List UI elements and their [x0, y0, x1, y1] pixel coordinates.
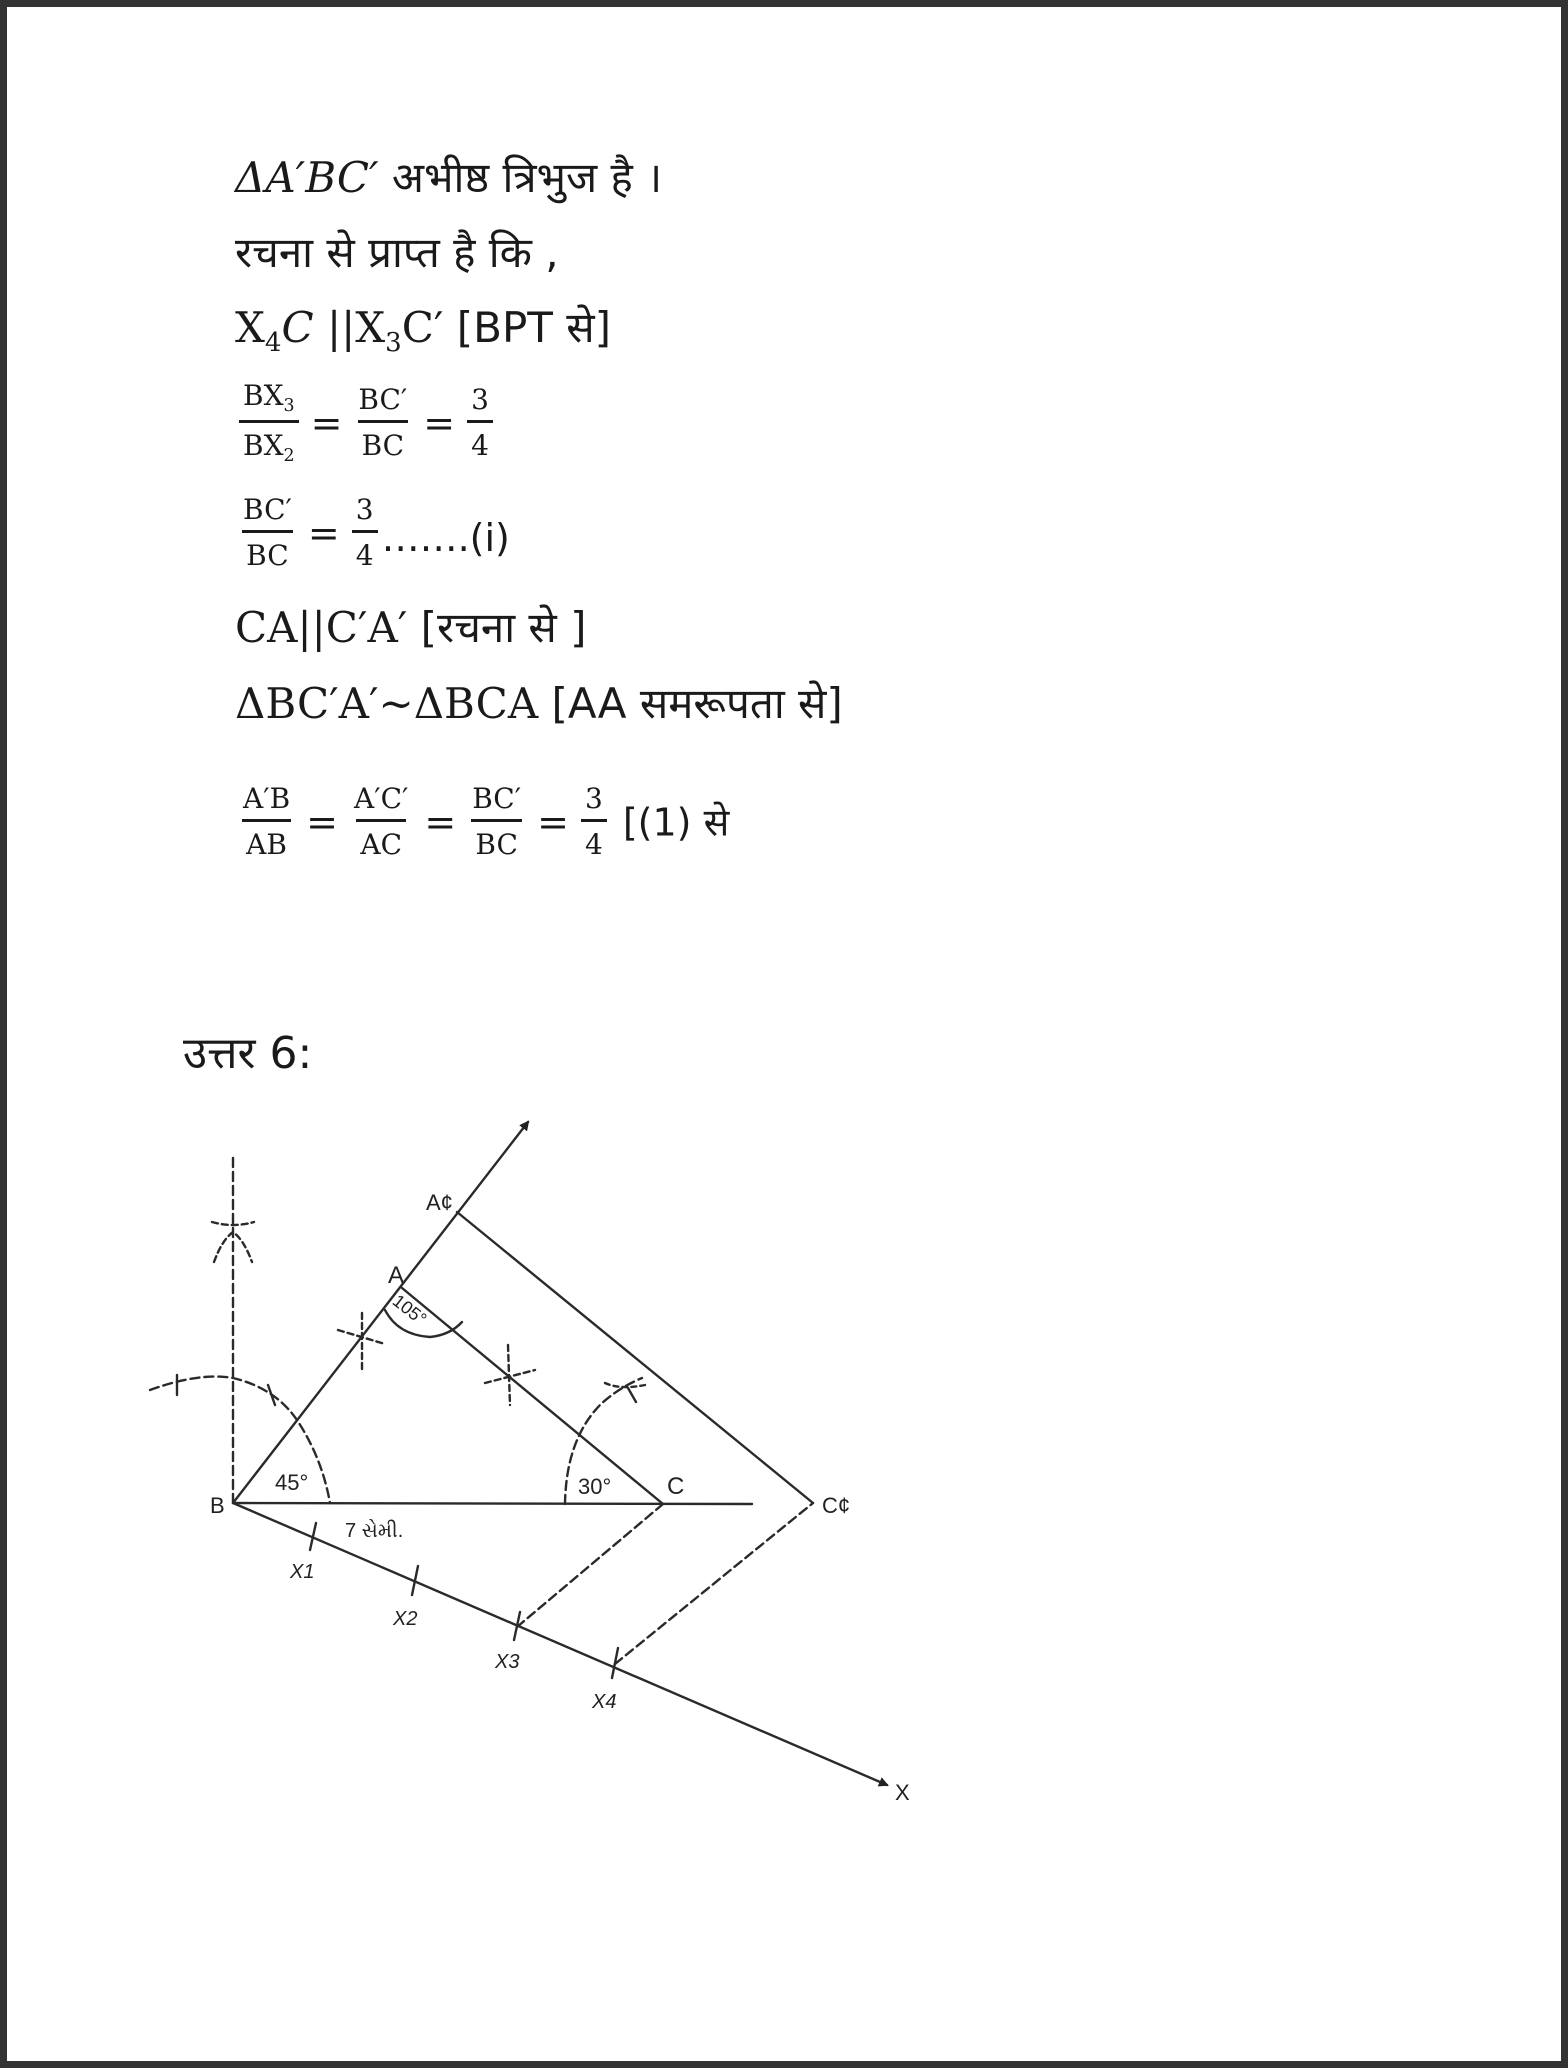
denominator: BC	[242, 530, 293, 572]
label-x1: X1	[290, 1561, 315, 1583]
aa-similarity-reason: [AA समरूपता से]	[538, 679, 843, 728]
label-angle-105: 105°	[388, 1290, 431, 1330]
x3-subscript: 3	[385, 328, 402, 359]
dashed-x3-c	[517, 1504, 663, 1627]
arc-tick	[628, 1388, 636, 1402]
label-x3: X3	[495, 1651, 520, 1673]
from-equation-1: [(1) से	[610, 800, 730, 845]
construction-reason: [रचना से ]	[407, 603, 587, 652]
x4-symbol: X	[235, 303, 265, 352]
label-angle-30: 30°	[578, 1474, 612, 1499]
x4-subscript: 4	[264, 328, 282, 359]
equals-sign: =	[306, 799, 338, 844]
label-x: X	[895, 1780, 910, 1805]
label-x4: X4	[592, 1691, 617, 1713]
bpt-reason: [BPT से]	[443, 303, 612, 352]
equals-sign: =	[424, 799, 457, 844]
denominator: 4	[467, 420, 493, 462]
by-construction-text: रचना से प्राप्त है कि ,	[235, 228, 559, 277]
numerator: BX	[243, 379, 284, 412]
label-a-prime: A¢	[426, 1190, 453, 1215]
numerator: 3	[584, 782, 603, 815]
numerator: BC′	[358, 383, 408, 417]
label-b: B	[210, 1493, 225, 1518]
ca-parallel-math: CA||C′A′	[235, 603, 408, 652]
segment-a-prime-c-prime	[457, 1212, 813, 1503]
ray-bx	[233, 1503, 887, 1785]
equals-sign: =	[307, 510, 340, 555]
equals-sign: =	[537, 799, 569, 844]
numerator: 3	[355, 493, 374, 526]
numerator: A′B	[243, 782, 291, 815]
label-x2: X2	[393, 1608, 418, 1630]
dashed-x4-c-prime	[615, 1503, 813, 1664]
denominator: BC	[471, 819, 522, 861]
c-prime-symbol: C′	[401, 303, 444, 352]
denominator: AB	[242, 819, 291, 861]
label-c-prime: C¢	[822, 1493, 851, 1518]
equals-sign: =	[423, 400, 456, 445]
label-a: A	[388, 1262, 405, 1289]
parallel-x3: ||X	[313, 303, 386, 352]
denominator: 4	[581, 819, 607, 861]
equals-sign: =	[310, 400, 343, 445]
arc-mark	[605, 1383, 645, 1387]
denominator: 4	[352, 530, 378, 572]
numerator: BC′	[243, 493, 292, 526]
denominator: AC	[356, 819, 406, 861]
label-c: C	[667, 1473, 685, 1500]
label-angle-45: 45°	[275, 1470, 309, 1495]
similarity-math: ΔBC′A′~ΔBCA	[235, 679, 539, 728]
denominator-sub: 2	[283, 446, 295, 467]
c-symbol: C	[281, 303, 314, 352]
segment-bc	[233, 1503, 752, 1504]
triangle-symbol-text: ΔA′BC′	[235, 153, 379, 202]
required-triangle-text: अभीष्ठ त्रिभुज है ।	[378, 153, 663, 202]
numerator: A′C′	[354, 782, 409, 815]
equation-label-i: …….(i)	[381, 516, 510, 560]
denominator: BC	[358, 420, 409, 462]
segment-ac	[402, 1288, 663, 1504]
numerator: 3	[471, 383, 489, 417]
numerator-sub: 3	[283, 396, 295, 417]
label-side-bc: 7 સેમી.	[345, 1520, 404, 1542]
ray-ba	[233, 1122, 528, 1503]
numerator: BC′	[472, 782, 522, 815]
denominator: BX	[243, 429, 284, 463]
cross-mark	[508, 1345, 510, 1405]
answer-6-heading: उत्तर 6:	[183, 1028, 313, 1079]
